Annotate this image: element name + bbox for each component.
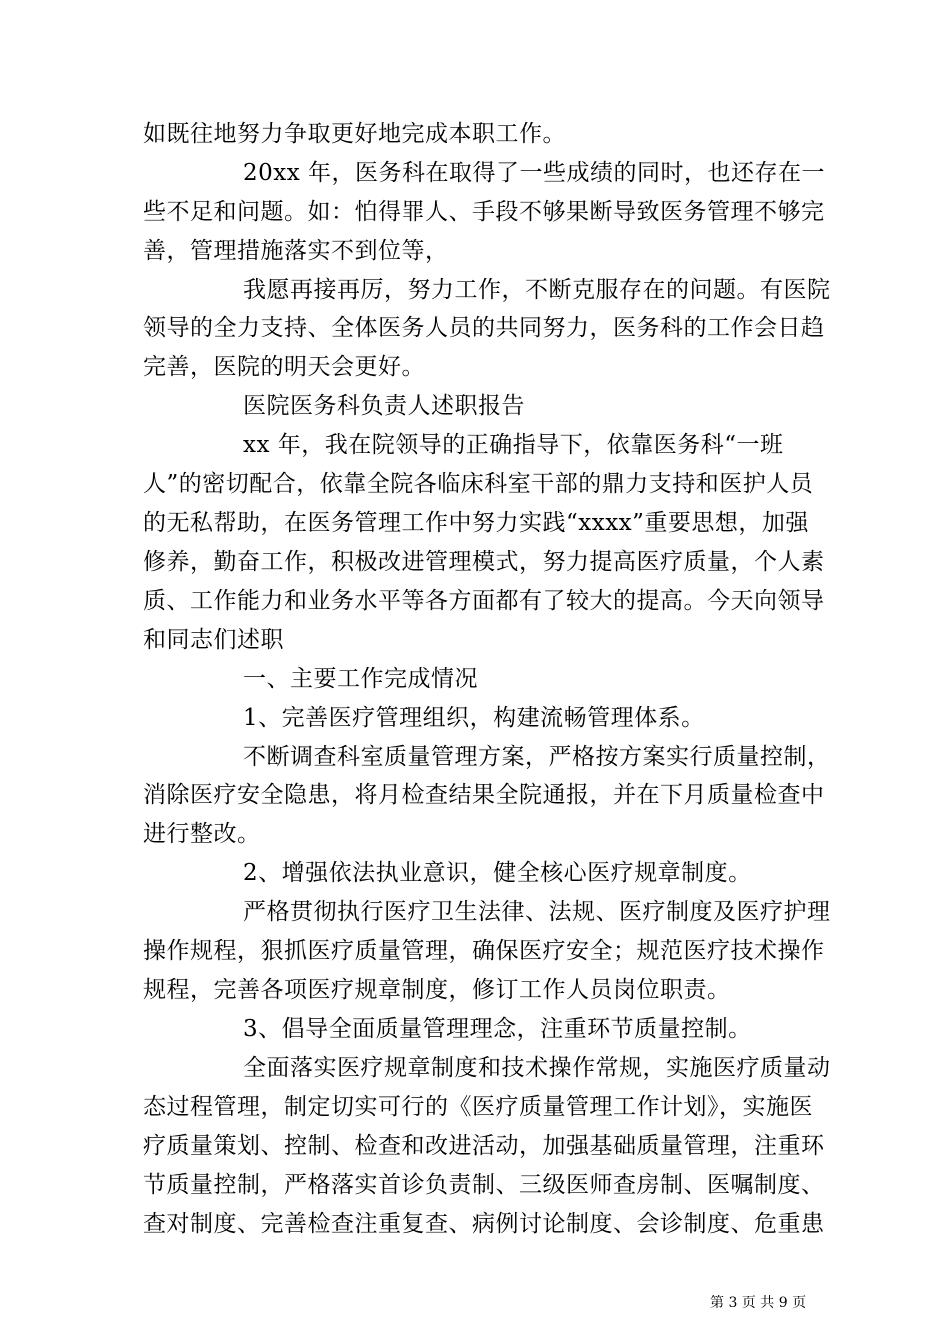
text-line: 不断调查科室质量管理方案，严格按方案实行质量控制， [243, 744, 831, 770]
text-line: 疗质量策划、控制、检查和改进活动，加强基础质量管理，注重环 [143, 1133, 825, 1159]
subsection-heading: 3、倡导全面质量管理理念，注重环节质量控制。 [243, 1016, 752, 1042]
text-line: 20xx 年，医务科在取得了一些成绩的同时，也还存在一 [243, 160, 826, 186]
text-line: 人”的密切配合，依靠全院各临床科室干部的鼎力支持和医护人员 [143, 471, 814, 497]
text-line: 进行整改。 [143, 821, 261, 847]
text-line: 节质量控制，严格落实首诊负责制、三级医师查房制、医嘱制度、 [143, 1172, 825, 1198]
text-line: 的无私帮助，在医务管理工作中努力实践“xxxx”重要思想，加强 [143, 510, 809, 536]
text-line: 操作规程，狠抓医疗质量管理，确保医疗安全；规范医疗技术操作 [143, 938, 825, 964]
text-line: 规程，完善各项医疗规章制度，修订工作人员岗位职责。 [143, 977, 731, 1003]
text-line: 善，管理措施落实不到位等， [143, 238, 449, 264]
text-line: 修养，勤奋工作，积极改进管理模式，努力提高医疗质量，个人素 [143, 549, 825, 575]
text-line: 质、工作能力和业务水平等各方面都有了较大的提高。今天向领导 [143, 588, 825, 614]
report-title: 医院医务科负责人述职报告 [243, 393, 525, 419]
subsection-heading: 2、增强依法执业意识，健全核心医疗规章制度。 [243, 860, 752, 886]
text-line: 态过程管理，制定切实可行的《医疗质量管理工作计划》，实施医 [143, 1094, 813, 1120]
page-number-footer: 第 3 页 共 9 页 [710, 1295, 807, 1311]
section-heading: 一、主要工作完成情况 [243, 666, 478, 692]
text-line: 完善，医院的明天会更好。 [143, 354, 425, 380]
text-line: xx 年，我在院领导的正确指导下，依靠医务科“一班 [243, 432, 784, 458]
text-line: 查对制度、完善检查注重复查、病例讨论制度、会诊制度、危重患 [143, 1211, 825, 1237]
text-line: 和同志们述职 [143, 627, 284, 653]
text-line: 消除医疗安全隐患，将月检查结果全院通报，并在下月质量检查中 [143, 782, 825, 808]
text-line: 如既往地努力争取更好地完成本职工作。 [143, 121, 566, 147]
text-line: 些不足和问题。如：怕得罪人、手段不够果断导致医务管理不够完 [143, 199, 825, 225]
text-line: 严格贯彻执行医疗卫生法律、法规、医疗制度及医疗护理 [243, 899, 831, 925]
text-line: 全面落实医疗规章制度和技术操作常规，实施医疗质量动 [243, 1055, 831, 1081]
subsection-heading: 1、完善医疗管理组织，构建流畅管理体系。 [243, 705, 705, 731]
text-line: 我愿再接再厉，努力工作，不断克服存在的问题。有医院 [243, 277, 831, 303]
text-line: 领导的全力支持、全体医务人员的共同努力，医务科的工作会日趋 [143, 315, 825, 341]
